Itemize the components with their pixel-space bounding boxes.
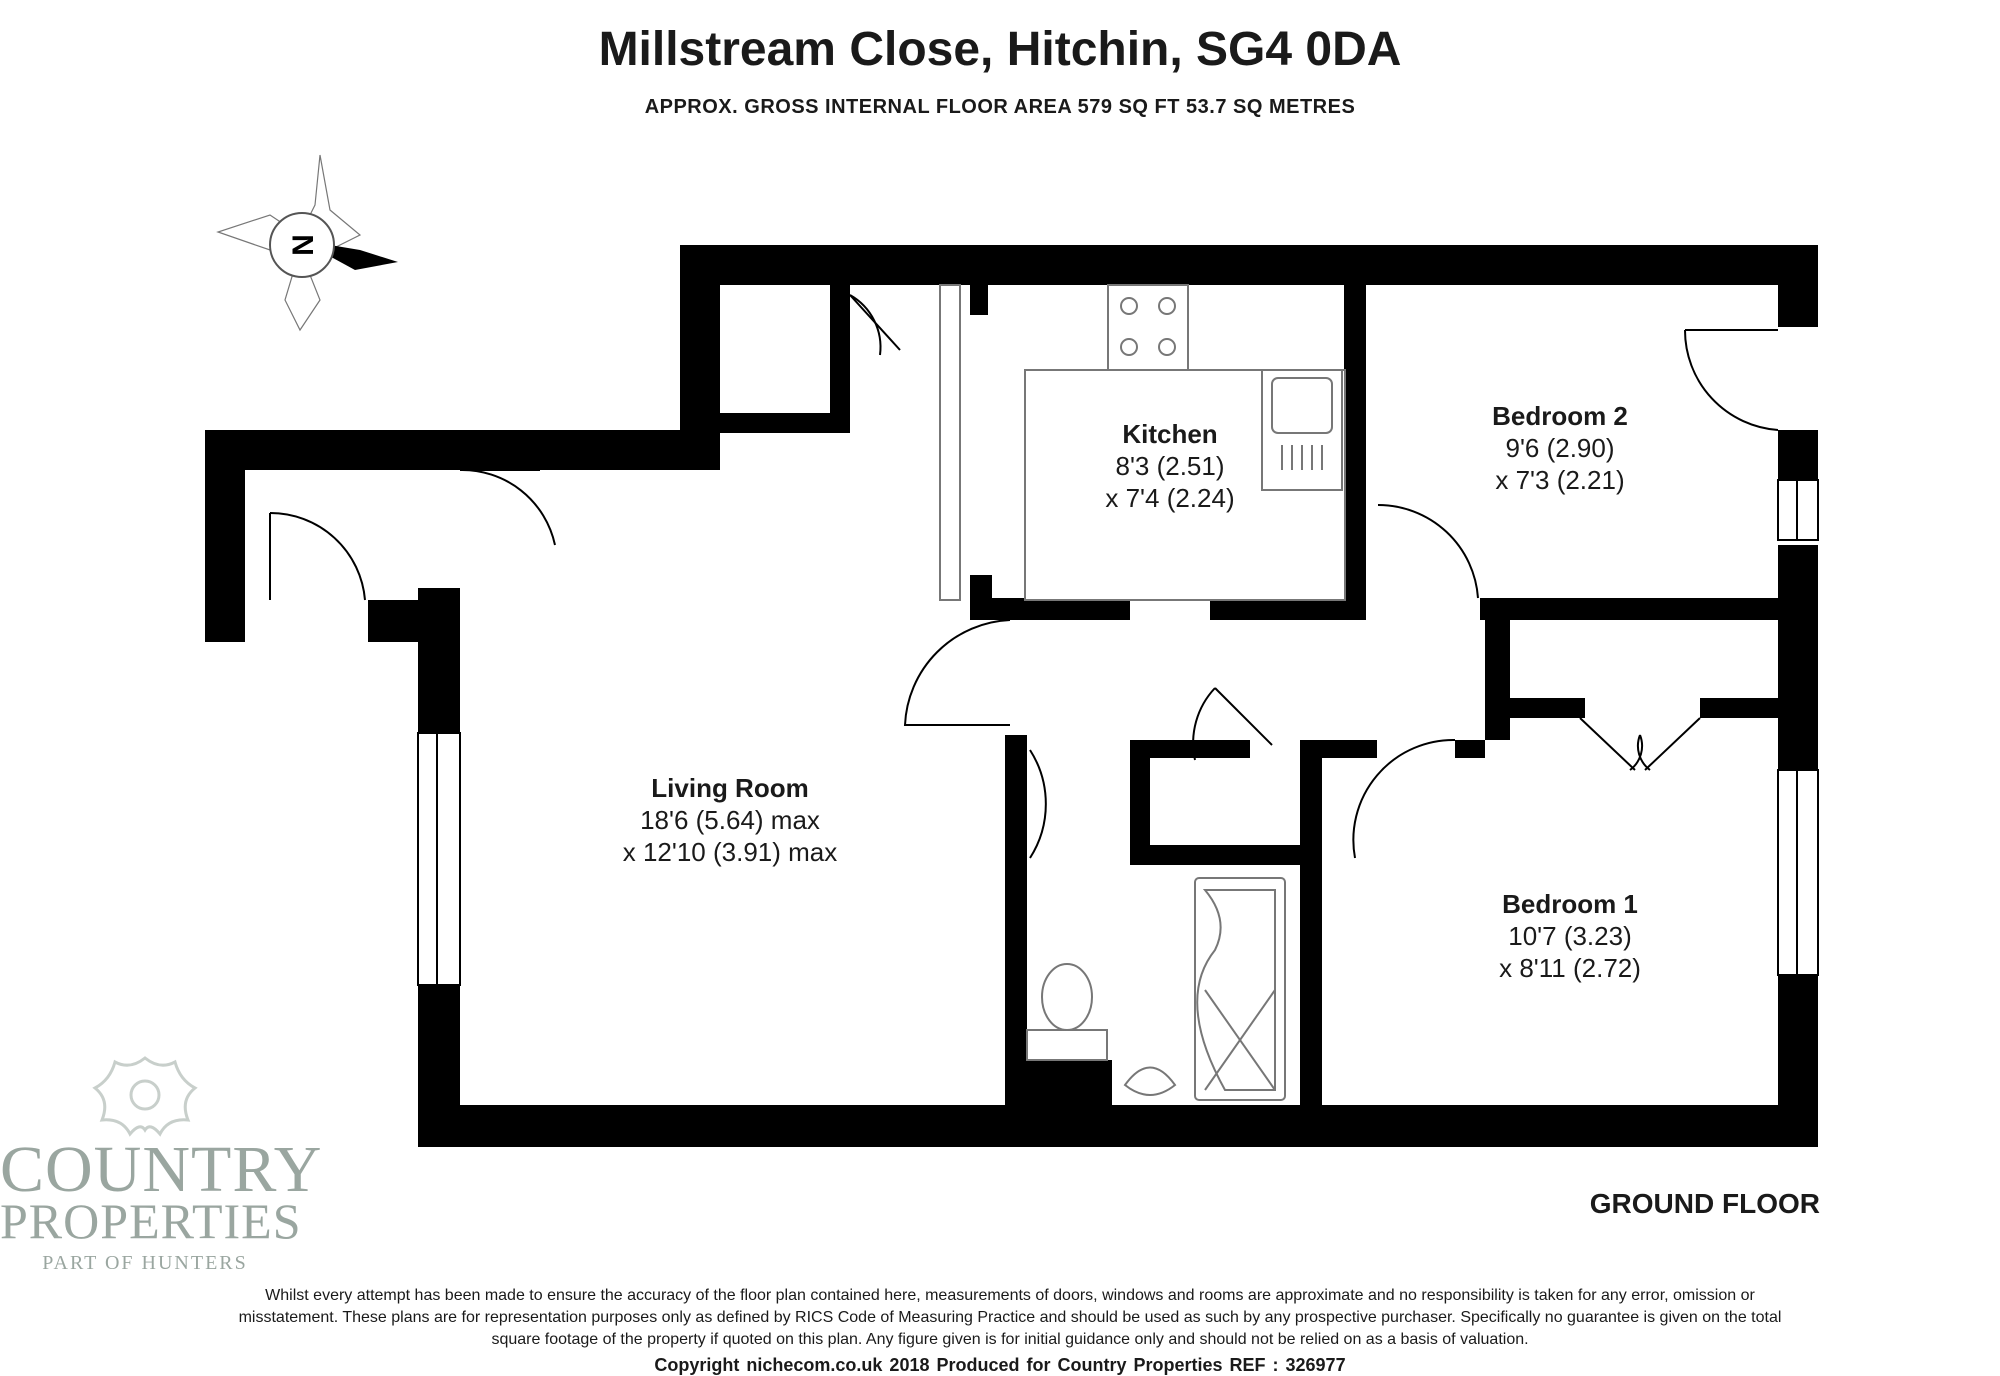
room-living-room <box>560 772 900 868</box>
logo-emblem-icon <box>80 1050 210 1140</box>
room-name: Kitchen <box>1122 419 1218 449</box>
room-name: Bedroom 1 <box>1502 889 1638 919</box>
disclaimer-text: Whilst every attempt has been made to ensure the accuracy of the floor plan contained here, measurements of doors, windows and rooms are approximate and no responsibility is taken for any error, omission or misstatement. These plans are for representation purposes only as defined by RICS Code of Measuring Practice and should be used as such by any prospective purchaser. Specifically no guarantee is given on the total square footage of the property if quoted on this plan. Any figure given is for initial guidance only and should not be relied on as a basis of valuation. <box>238 1287 1782 1348</box>
compass-north-letter: N <box>287 234 320 256</box>
plan-title: Millstream Close, Hitchin, SG4 0DA <box>598 23 1402 76</box>
walls <box>205 245 1818 1147</box>
room-name: Living Room <box>651 773 809 803</box>
room-name: Bedroom 2 <box>1492 401 1628 431</box>
room-bedroom-1 <box>1440 888 1700 984</box>
room-dimension: 9'6 (2.90) <box>1505 433 1615 463</box>
floor-area-subtitle: APPROX. GROSS INTERNAL FLOOR AREA 579 SQ FT 53.7 SQ METRES <box>644 96 1356 118</box>
room-dimension: x 12'10 (3.91) max <box>622 837 838 867</box>
room-dimension: x 8'11 (2.72) <box>1499 953 1641 983</box>
room-dimension: x 7'4 (2.24) <box>1105 483 1235 513</box>
floor-label: GROUND FLOOR <box>1589 1188 1820 1219</box>
room-dimension: 10'7 (3.23) <box>1508 921 1632 951</box>
room-dimension: 8'3 (2.51) <box>1115 451 1225 481</box>
room-dimension: x 7'3 (2.21) <box>1495 465 1625 495</box>
logo-text-part-of-hunters: PART OF HUNTERS <box>42 1252 248 1274</box>
room-bedroom-2 <box>1430 400 1690 496</box>
room-dimension: 18'6 (5.64) max <box>640 805 820 835</box>
company-logo <box>0 1050 323 1290</box>
room-kitchen <box>1040 418 1300 514</box>
logo-text-country: COUNTRY <box>0 1133 323 1206</box>
copyright-line: Copyright nichecom.co.uk 2018 Produced for Country Properties REF : 326977 <box>654 1355 1346 1375</box>
compass-icon <box>218 155 398 330</box>
logo-text-properties: PROPERTIES <box>0 1193 302 1249</box>
